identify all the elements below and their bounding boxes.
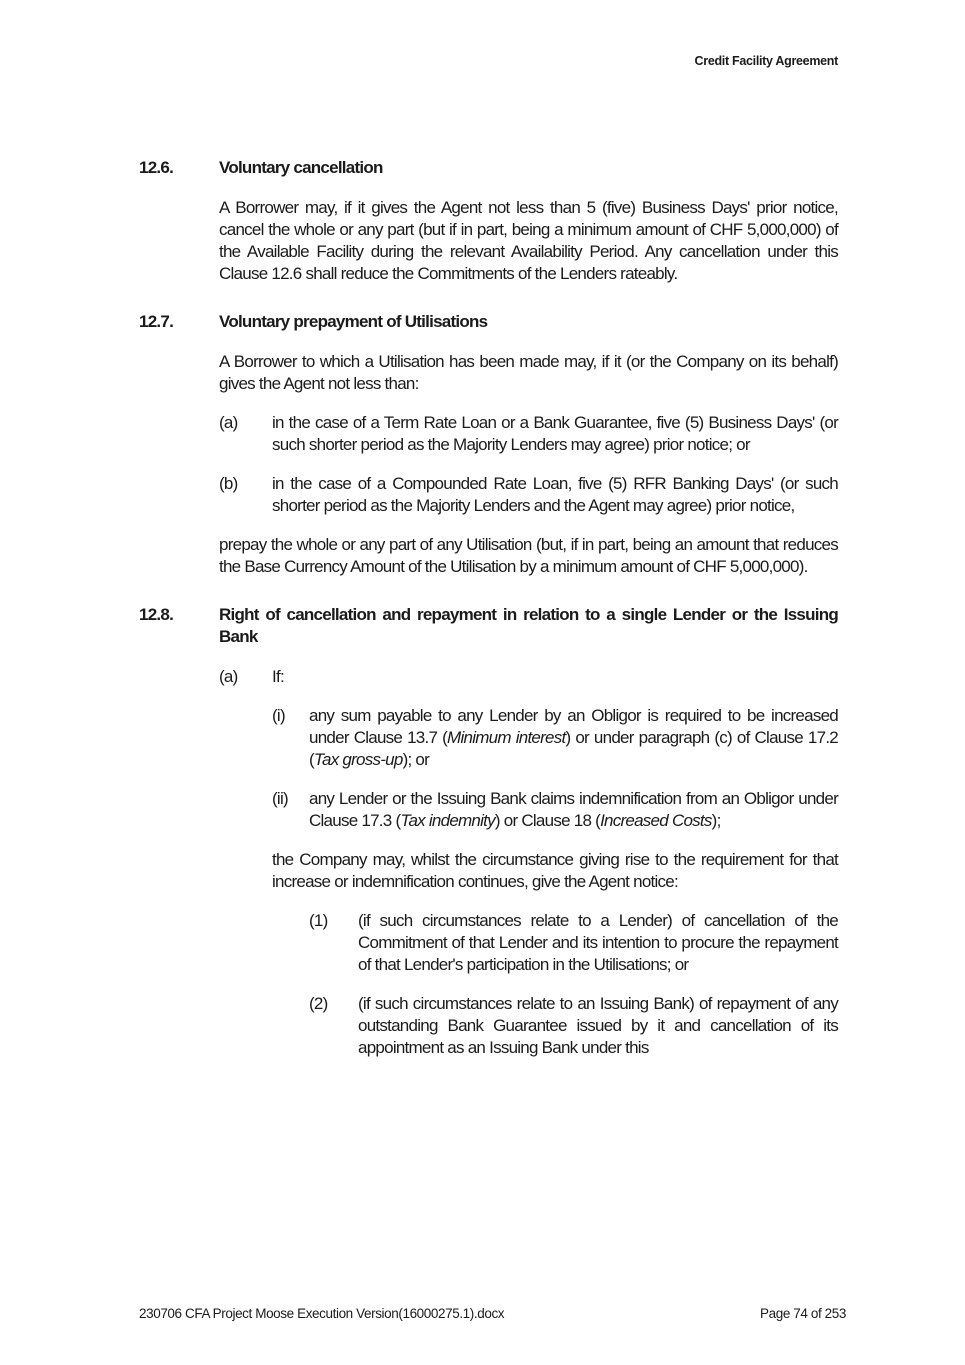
list-text: [272, 666, 838, 688]
list-item: [219, 412, 838, 456]
text-run: prepay the whole or any part of any Utilisation (but, if in part, being an amount that reduces the Base Currency Amount of the Utilisation by a minimum amount of CHF 5,000,000).: [219, 535, 838, 576]
text-run: in the case of a Term Rate Loan or a Bank Guarantee, five (5) Business Days' (or such shorter period as the Majority Lenders may agree) prior notice; or: [272, 413, 838, 454]
list-item: [219, 473, 838, 517]
list-item: [272, 788, 838, 832]
text-run: (if such circumstances relate to an Issuing Bank) of repayment of any outstanding Bank Guarantee issued by it and cancellation of its appointment as an Issuing Bank under this: [358, 994, 838, 1057]
text-run: ); or: [402, 750, 430, 769]
text-run: ) or under paragraph (c) of Clause 17.2 (: [309, 728, 838, 769]
section-number: 12.7.: [139, 312, 174, 331]
section-title: Voluntary cancellation: [219, 158, 383, 177]
list-text: [309, 788, 838, 832]
list-marker: (i): [272, 706, 285, 725]
list-marker: (b): [219, 474, 238, 493]
paragraph: [219, 197, 838, 285]
list-marker: (ii): [272, 789, 288, 808]
list-text: [272, 473, 838, 517]
italic-text: Tax gross-up: [313, 750, 403, 769]
text-run: in the case of a Compounded Rate Loan, five (5) RFR Banking Days' (or such shorter period as the Majority Lenders and the Agent may agree) prior notice,: [272, 474, 838, 515]
text-run: A Borrower to which a Utilisation has been made may, if it (or the Company on its behalf) gives the Agent not less than:: [219, 352, 838, 393]
text-run: );: [711, 811, 721, 830]
paragraph: [272, 849, 838, 893]
section-number: 12.6.: [139, 158, 174, 177]
page-footer: [139, 1306, 846, 1321]
document-sections: [139, 157, 838, 1059]
text-run: any Lender or the Issuing Bank claims indemnification from an Obligor under Clause 17.3 (: [309, 789, 838, 830]
list-marker: (a): [219, 667, 238, 686]
section-heading: [139, 157, 838, 179]
paragraph: [219, 534, 838, 578]
list-marker: (2): [309, 994, 328, 1013]
list-marker: (a): [219, 413, 238, 432]
paragraph: [219, 351, 838, 395]
text-run: any sum payable to any Lender by an Obligor is required to be increased under Clause 13.7 (: [309, 706, 838, 747]
list-text: [358, 910, 838, 976]
section: [139, 604, 838, 1059]
section-number: 12.8.: [139, 605, 174, 624]
section-heading: [139, 311, 838, 333]
section: [139, 157, 838, 285]
footer-page-number: Page 74 of 253: [760, 1306, 846, 1321]
section: [139, 311, 838, 578]
section-heading: [139, 604, 838, 648]
text-run: (if such circumstances relate to a Lender) of cancellation of the Commitment of that Lender and its intention to procure the repayment of that Lender's participation in the Utilisations; or: [358, 911, 838, 974]
list-text: [309, 705, 838, 771]
list-item: [272, 705, 838, 771]
list-text: [272, 412, 838, 456]
italic-text: Minimum interest: [447, 728, 566, 747]
text-run: ) or Clause 18 (: [494, 811, 601, 830]
header-title: Credit Facility Agreement: [694, 54, 838, 68]
footer-filename: 230706 CFA Project Moose Execution Version(16000275.1).docx: [139, 1306, 505, 1321]
list-text: [358, 993, 838, 1059]
section-title: Right of cancellation and repayment in relation to a single Lender or the Issuing Bank: [219, 605, 838, 646]
list-item: [219, 666, 838, 688]
section-title: Voluntary prepayment of Utilisations: [219, 312, 488, 331]
italic-text: Increased Costs: [600, 811, 712, 830]
page-header: [139, 54, 838, 68]
list-item: [309, 993, 838, 1059]
italic-text: Tax indemnity: [400, 811, 495, 830]
list-marker: (1): [309, 911, 328, 930]
list-item: [309, 910, 838, 976]
text-run: A Borrower may, if it gives the Agent not less than 5 (five) Business Days' prior notice, cancel the whole or any part (but if in part, being a minimum amount of CHF 5,000,000) of the Available Facility during the relevant Availability Period. Any cancellation under this Clause 12.6 shall reduce the Commitments of the Lenders rateably.: [219, 198, 838, 283]
text-run: If:: [272, 667, 284, 686]
text-run: the Company may, whilst the circumstance giving rise to the requirement for that increase or indemnification continues, give the Agent notice:: [272, 850, 838, 891]
